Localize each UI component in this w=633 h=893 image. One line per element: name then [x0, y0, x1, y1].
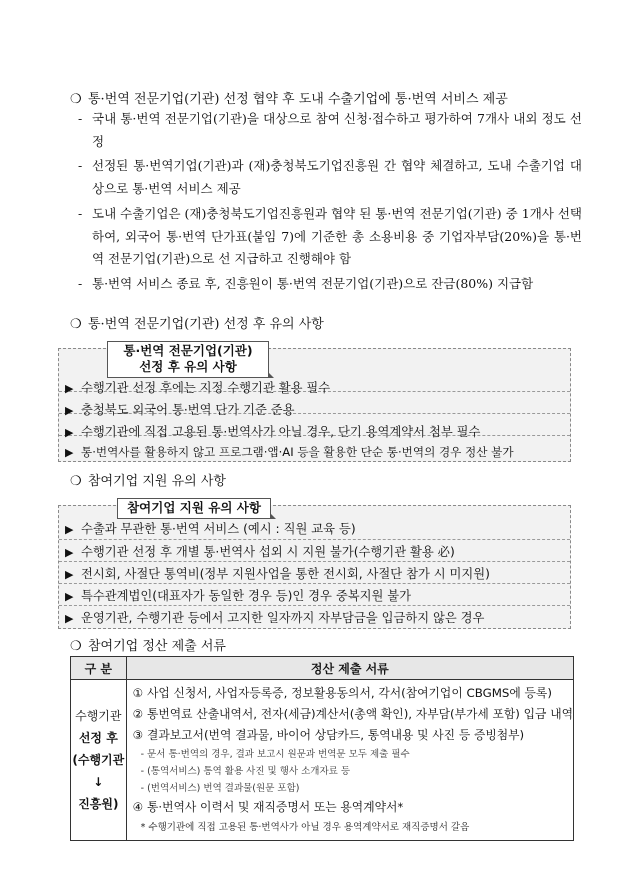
section-3-heading — [70, 470, 226, 489]
triangle-bullet-icon: ▶ — [65, 546, 74, 559]
precautions-box — [58, 343, 571, 462]
list-item: ▶ 수행기관에 직접 고용된 통·번역사가 아닐 경우, 단기 용역계약서 첨부 필수 — [65, 425, 481, 439]
section-2-title: 통·번역 전문기업(기관) 선정 후 유의 사항 — [88, 317, 324, 332]
section-1-title: 통·번역 전문기업(기관) 선정 협약 후 도내 수출기업에 통·번역 서비스 제공 — [88, 92, 508, 107]
triangle-bullet-icon: ▶ — [65, 382, 74, 395]
circle-bullet-icon: ❍ — [70, 474, 82, 489]
document-item: ④ 통·번역사 이력서 및 재직증명서 또는 용역계약서* — [132, 800, 404, 814]
document-item: ② 통번역료 산출내역서, 전자(세금)계산서(총액 확인), 자부담(부가세 포함) 입금 내역 — [132, 707, 573, 721]
list-item: ▶ 운영기관, 수행기관 등에서 고지한 일자까지 자부담금을 입금하지 않은 경우 — [65, 611, 485, 625]
section-1-heading — [70, 88, 508, 107]
section-4-heading — [70, 635, 226, 654]
circle-bullet-icon: ❍ — [70, 92, 82, 107]
document-subitem: - (통역서비스) 통역 활용 사진 및 행사 소개자료 등 — [140, 766, 351, 777]
precautions-box-title: 통·번역 전문기업(기관) 선정 후 유의 사항 — [107, 341, 269, 378]
circle-bullet-icon: ❍ — [70, 639, 82, 654]
document-subitem: - (번역서비스) 번역 결과물(원문 포함) — [140, 783, 300, 794]
triangle-bullet-icon: ▶ — [65, 523, 74, 536]
category-cell: 수행기관 선정 후 (수행기관 ↓ 진흥원) — [71, 680, 127, 841]
list-item: ▶ 통·번역사를 활용하지 않고 프로그램·앱·AI 등을 활용한 단순 통·번역의 경우 정산 불가 — [65, 445, 514, 459]
support-precautions-box-title: 참여기업 지원 유의 사항 — [117, 498, 271, 519]
triangle-bullet-icon: ▶ — [65, 590, 74, 603]
triangle-bullet-icon: ▶ — [65, 568, 74, 581]
list-item: ▶ 수행기관 선정 후 개별 통·번역사 섭외 시 지원 불가(수행기관 활용 必) — [65, 545, 455, 559]
list-item: ▶ 수행기관 선정 후에는 지정 수행기관 활용 필수 — [65, 381, 331, 395]
list-item: ▶ 충청북도 외국어 통·번역 단가 기준 준용 — [65, 403, 295, 417]
support-precautions-box — [58, 500, 571, 629]
triangle-bullet-icon: ▶ — [65, 446, 74, 459]
list-item: ▶ 전시회, 사절단 통역비(정부 지원사업을 통한 전시회, 사절단 참가 시 미지원) — [65, 567, 490, 581]
document-item: ① 사업 신청서, 사업자등록증, 정보활용동의서, 각서(참여기업이 CBGMS에 등록) — [132, 686, 552, 700]
section-4-title: 참여기업 정산 제출 서류 — [88, 639, 226, 654]
triangle-bullet-icon: ▶ — [65, 612, 74, 625]
section-3-title: 참여기업 지원 유의 사항 — [88, 474, 226, 489]
list-item: - 국내 통·번역 전문기업(기관)을 대상으로 참여 신청·접수하고 평가하여 7개사 내외 정도 선정 — [78, 111, 582, 149]
document-note: * 수행기관에 직접 고용된 통·번역사가 아닐 경우 용역계약서로 재직증명서 갈음 — [140, 822, 470, 833]
arrow-down-icon: ↓ — [93, 775, 104, 789]
document-subitem: - 문서 통·번역의 경우, 결과 보고시 원문과 번역문 모두 제출 필수 — [140, 749, 410, 760]
list-item: ▶ 수출과 무관한 통·번역 서비스 (예시 : 직원 교육 등) — [65, 522, 356, 536]
table-header-category: 구 분 — [71, 657, 127, 680]
list-item: - 도내 수출기업은 (재)충청북도기업진흥원과 협약 된 통·번역 전문기업(기관) 중 1개사 선택하여, 외국어 통·번역 단가표(붙임 7)에 기준한 총 소용비용 중 기업자부담(20%)을 통·번역 전문기업(기관)으로 선 지급하고 진행해야 함 — [78, 206, 582, 266]
list-item: ▶ 특수관계법인(대표자가 동일한 경우 등)인 경우 중복지원 불가 — [65, 589, 412, 603]
list-item: - 통·번역 서비스 종료 후, 진흥원이 통·번역 전문기업(기관)으로 잔금(80%) 지급함 — [78, 276, 534, 291]
document-item: ③ 결과보고서(번역 결과물, 바이어 상담카드, 통역내용 및 사진 등 증빙첨부) — [132, 728, 525, 742]
table-header-documents: 정산 제출 서류 — [126, 657, 573, 680]
settlement-documents-table — [70, 656, 574, 841]
circle-bullet-icon: ❍ — [70, 317, 82, 332]
list-item: - 선정된 통·번역기업(기관)과 (재)충청북도기업진흥원 간 협약 체결하고, 도내 수출기업 대상으로 통·번역 서비스 제공 — [78, 158, 582, 196]
triangle-bullet-icon: ▶ — [65, 404, 74, 417]
documents-cell — [126, 680, 573, 841]
triangle-bullet-icon: ▶ — [65, 426, 74, 439]
section-2-heading — [70, 313, 324, 332]
